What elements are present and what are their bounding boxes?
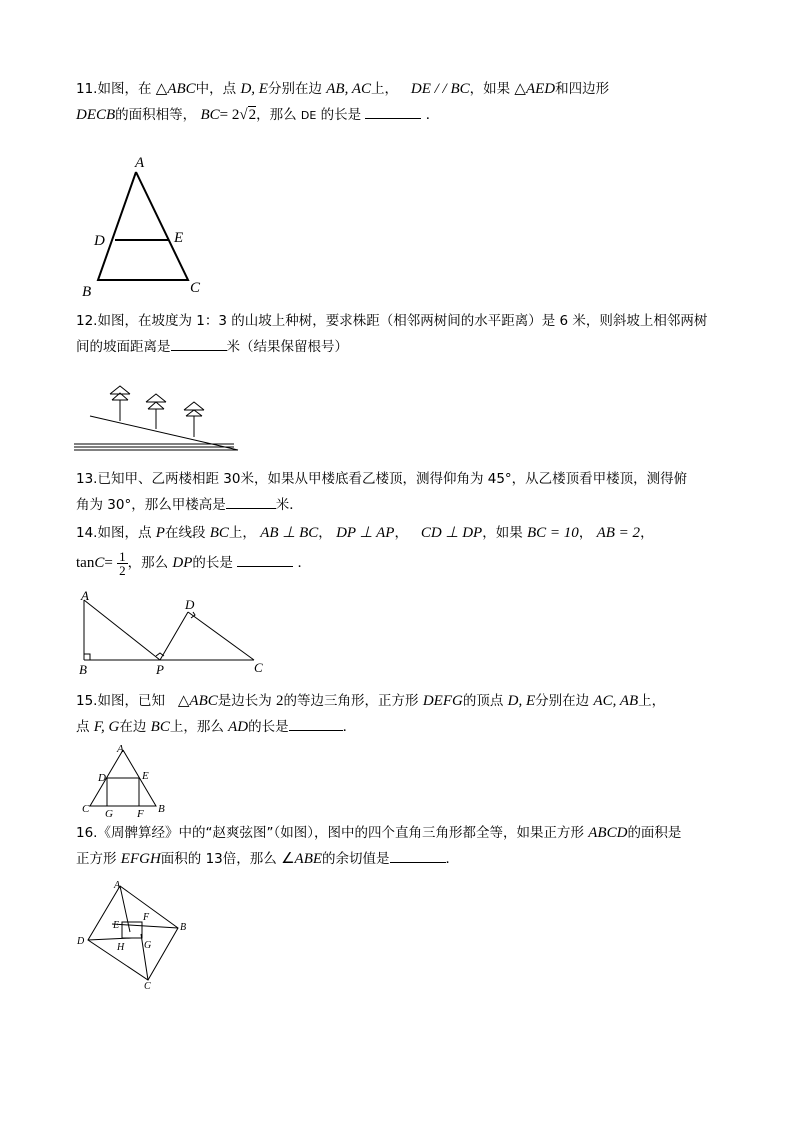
answer-blank[interactable] (237, 552, 293, 567)
label-b: B (180, 922, 187, 933)
label-h: H (117, 942, 125, 953)
question-15-text: 15.如图，已知 △ABC是边长为 2的等边三角形，正方形 DEFG的顶点 D, E分别在边 AC, AB上， 点 F, G在边 BC上，那么 AD的长是 ． (76, 693, 666, 735)
sqrt-symbol: √2 (239, 107, 257, 123)
question-13-text: 13.已知甲、乙两楼相距 30米，如果从甲楼底看乙楼顶，测得仰角为 45°，从乙楼顶看甲楼顶，测得俯 角为 30°，那么甲楼高是 米． (76, 471, 688, 513)
segment-ap (84, 600, 160, 660)
label-f: F (143, 912, 150, 923)
label-b: B (158, 803, 165, 815)
q14-right-angle-figure (78, 590, 278, 680)
right-angle-mark-b (84, 654, 90, 660)
fraction-one-half: $\frac{1}{2}$ (119, 548, 126, 578)
label-a: A (117, 743, 124, 755)
answer-blank[interactable] (390, 848, 446, 863)
label-b: B (82, 284, 92, 300)
label-c: C (254, 660, 263, 675)
label-p: P (156, 662, 164, 677)
answer-blank[interactable] (289, 716, 343, 731)
label-a: A (81, 588, 89, 603)
question-number: 11. (76, 81, 98, 97)
q15-square-in-triangle-figure (80, 740, 180, 820)
square-defg (107, 778, 139, 806)
label-a: A (135, 155, 145, 171)
label-b: B (79, 662, 87, 677)
answer-blank[interactable] (226, 494, 276, 509)
question-16-text: 16.《周髀算经》中的“赵爽弦图”（如图），图中的四个直角三角形都全等，如果正方形 ABCD的面积是 正方形 EFGH面积的 13倍，那么 ∠ABE的余切值是 ． (76, 825, 682, 867)
triangle-abc (98, 172, 188, 280)
label-c: C (144, 981, 151, 992)
label-c: C (190, 280, 201, 296)
question-12-text: 12.如图，在坡度为 1：3 的山坡上种树，要求株距（相邻两树间的水平距离）是 6 米，则斜坡上相邻两树 间的坡面距离是 米（结果保留根号） (76, 313, 708, 355)
label-e: E (113, 920, 120, 931)
label-a: A (114, 880, 121, 891)
square-abcd (88, 886, 178, 980)
label-g: G (144, 940, 152, 951)
tree-2 (146, 394, 166, 429)
answer-blank[interactable] (171, 336, 227, 351)
question-14-text: 14.如图，点 P在线段 BC上， AB ⊥ BC， DP ⊥ AP， CD ⊥ DP，如果 BC = 10， AB = 2， tanC= $\frac{1}{2}$ ，那么 DP的长是 ． (76, 525, 654, 578)
label-e: E (142, 770, 149, 782)
label-d: D (185, 597, 195, 612)
q12-slope-trees-figure (74, 380, 244, 455)
tree-1 (110, 386, 130, 421)
answer-blank[interactable] (365, 104, 421, 119)
segment-dc (188, 612, 254, 660)
label-d: D (98, 772, 106, 784)
label-d: D (77, 936, 85, 947)
label-e: E (174, 230, 184, 246)
question-11-text: 11.如图，在 △ABC中，点 D, E分别在边 AB, AC上， DE / / BC，如果 △AED和四边形 DECB的面积相等， BC= 2√2，那么 DE 的长是 ． (76, 81, 610, 123)
segment-pd (160, 612, 188, 660)
slope-line (90, 416, 238, 450)
label-c: C (82, 803, 90, 815)
label-f: F (137, 808, 144, 820)
label-g: G (105, 808, 113, 820)
q11-triangle-figure (80, 150, 210, 300)
tree-3 (184, 402, 204, 437)
q16-zhao-shuang-string-figure (76, 876, 196, 991)
right-angle-mark-p (156, 653, 164, 656)
label-d: D (94, 233, 105, 249)
